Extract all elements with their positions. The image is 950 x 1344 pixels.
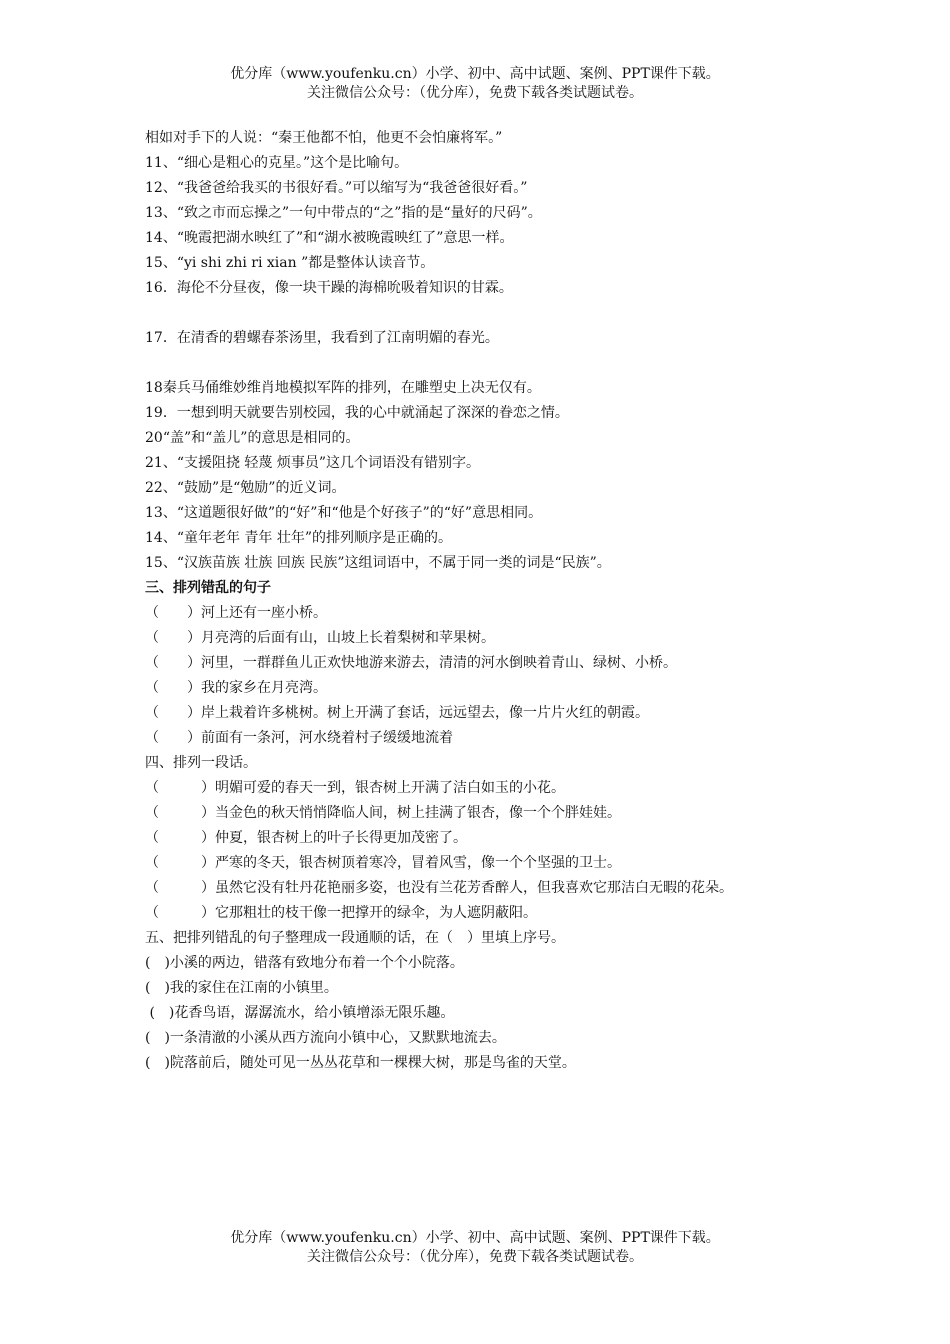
judge-line: 21、“支援阻挠 轻蔑 烦事员”这几个词语没有错别字。 — [145, 455, 481, 471]
section-5-title: 五、把排列错乱的句子整理成一段通顺的话，在（ ）里填上序号。 — [145, 930, 565, 946]
judge-line: 12、“我爸爸给我买的书很好看。”可以缩写为“我爸爸很好看。” — [145, 180, 528, 196]
section-5-item: ( )我的家住在江南的小镇里。 — [145, 980, 338, 996]
section-3-title: 三、排列错乱的句子 — [145, 580, 271, 596]
section-4-item: （ ）明媚可爱的春天一到，银杏树上开满了洁白如玉的小花。 — [145, 780, 565, 796]
section-4-item: （ ）当金色的秋天悄悄降临人间，树上挂满了银杏，像一个个胖娃娃。 — [145, 805, 621, 821]
judge-line: 相如对手下的人说：“秦王他都不怕，他更不会怕廉将军。” — [145, 130, 503, 146]
judge-line: 11、“细心是粗心的克星。”这个是比喻句。 — [145, 155, 409, 171]
judge-line: 14、“晚霞把湖水映红了”和“湖水被晚霞映红了”意思一样。 — [145, 230, 514, 246]
judge-line: 20“盖”和“盖儿”的意思是相同的。 — [145, 430, 360, 446]
section-4-item: （ ）仲夏，银杏树上的叶子长得更加茂密了。 — [145, 830, 467, 846]
section-5-item: ( )一条清澈的小溪从西方流向小镇中心，又默默地流去。 — [145, 1030, 506, 1046]
section-4-item: （ ）严寒的冬天，银杏树顶着寒冷，冒着风雪，像一个个坚强的卫士。 — [145, 855, 621, 871]
judge-line: 18秦兵马俑维妙维肖地模拟军阵的排列，在雕塑史上决无仅有。 — [145, 380, 541, 396]
judge-line: 19．一想到明天就要告别校园，我的心中就涌起了深深的眷恋之情。 — [145, 405, 569, 421]
judge-line: 15、“yi shi zhi ri xian ”都是整体认读音节。 — [145, 255, 435, 271]
section-3-item: （ ）前面有一条河，河水绕着村子缓缓地流着 — [145, 730, 453, 746]
page-header — [0, 65, 950, 103]
section-4-item: （ ）虽然它没有牡丹花艳丽多姿，也没有兰花芳香醉人，但我喜欢它那洁白无暇的花朵。 — [145, 880, 733, 896]
judge-line: 13、“这道题很好做”的“好”和“他是个好孩子”的“好”意思相同。 — [145, 505, 543, 521]
judge-line: 16．海伦不分昼夜，像一块干躁的海棉吮吸着知识的甘霖。 — [145, 280, 513, 296]
section-3-item: （ ）河上还有一座小桥。 — [145, 605, 327, 621]
judge-line-17: 17．在清香的碧螺春茶汤里，我看到了江南明媚的春光。 — [145, 330, 499, 346]
section-3-item: （ ）我的家乡在月亮湾。 — [145, 680, 327, 696]
section-3-item: （ ）河里，一群群鱼儿正欢快地游来游去，清清的河水倒映着青山、绿树、小桥。 — [145, 655, 677, 671]
section-4-item: （ ）它那粗壮的枝干像一把撑开的绿伞，为人遮阴蔽阳。 — [145, 905, 537, 921]
footer-line-2: 关注微信公众号：（优分库），免费下载各类试题试卷。 — [307, 1249, 643, 1265]
judge-line: 14、“童年老年 青年 壮年”的排列顺序是正确的。 — [145, 530, 453, 546]
judge-line: 13、“致之市而忘操之”一句中带点的“之”指的是“量好的尺码”。 — [145, 205, 542, 221]
section-5-item: ( )院落前后，随处可见一丛丛花草和一棵棵大树，那是鸟雀的天堂。 — [145, 1055, 576, 1071]
judge-line: 22、“鼓励”是“勉励”的近义词。 — [145, 480, 346, 496]
section-5-item: ( )小溪的两边，错落有致地分布着一个个小院落。 — [145, 955, 464, 971]
judge-line: 15、“汉族苗族 壮族 回族 民族”这组词语中，不属于同一类的词是“民族”。 — [145, 555, 611, 571]
header-line-1: 优分库（www.youfenku.cn）小学、初中、高中试题、案例、PPT课件下载。 — [230, 66, 720, 82]
document-body — [145, 126, 815, 1076]
section-4-title: 四、排列一段话。 — [145, 755, 257, 771]
section-3-item: （ ）岸上栽着许多桃树。树上开满了套话，远远望去，像一片片火红的朝霞。 — [145, 705, 649, 721]
footer-line-1: 优分库（www.youfenku.cn）小学、初中、高中试题、案例、PPT课件下载。 — [230, 1230, 720, 1246]
section-5-item: ( )花香鸟语，潺潺流水，给小镇增添无限乐趣。 — [145, 1005, 455, 1021]
section-3-item: （ ）月亮湾的后面有山，山坡上长着梨树和苹果树。 — [145, 630, 495, 646]
header-line-2: 关注微信公众号：（优分库），免费下载各类试题试卷。 — [307, 85, 643, 101]
page-footer — [0, 1229, 950, 1267]
